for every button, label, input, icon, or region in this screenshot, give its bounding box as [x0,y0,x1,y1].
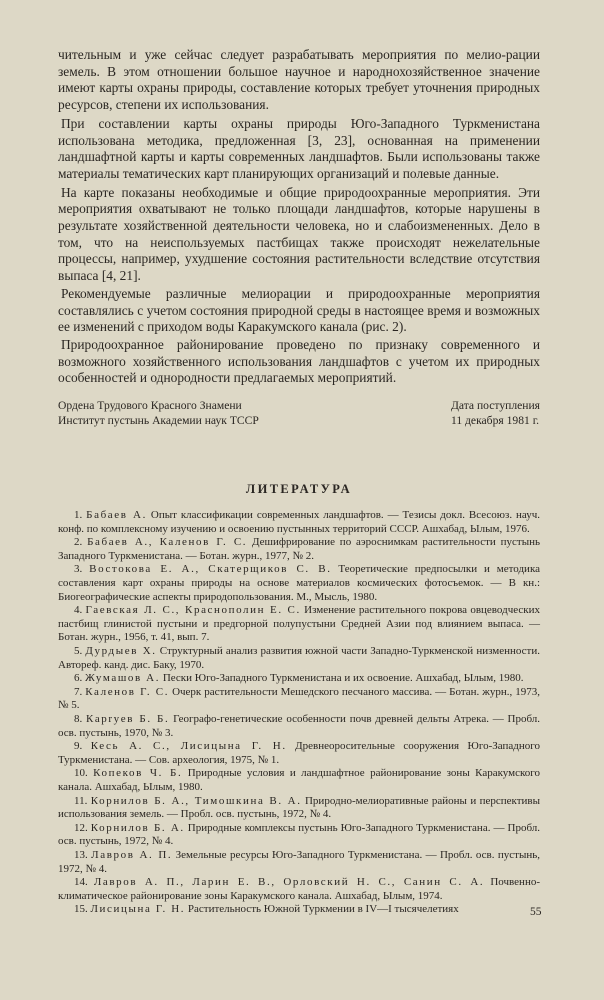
reference-number: 9. [74,740,83,753]
reference-number: 5. [74,645,83,657]
reference-text: Почвенно-климатическое районирование зоны Каракумского канала. Ашхабад, Ылым, 1974. [58,876,540,902]
reference-text: Структурный анализ развития южной части Западно-Туркменской низменности. Автореф. канд. дис. Баку, 1970. [58,645,540,671]
reference-authors: Дурдыев Х. [85,645,157,657]
reference-number: 6. [74,672,83,685]
paragraph-5: Природоохранное районирование проведено по признаку современного и возможного хозяйственного использования ландшафтов с учетом их природных особенностей и однородности предлагаемых мероприятий. [58,336,540,386]
text-column [58,47,540,917]
reference-item [58,876,540,903]
reference-authors: Каленов Г. С. [85,685,170,698]
paragraph-3: На карте показаны необходимые и общие природоохранные мероприятия. Эти мероприятия охватывают не только площади ландшафтов, которые нарушены в результате хозяйственной деятельности человека, но и слабоизмененных. Дело в том, что на неиспользуемых пастбищах также происходят нежелательные процессы, например, ухудшение состояния растительности вследствие отсутствия выпаса [4, 21]. [58,184,540,284]
affiliation-line-2: Институт пустынь Академии наук ТССР [58,413,259,427]
reference-text: Дешифрирование по аэроснимкам растительности пустынь Западного Туркменистана. — Ботан. журн., 1977, № 2. [58,536,540,562]
reference-text: Древнеоросительные сооружения Юго-Западного Туркменистана. — Сов. археология, 1975, № 1. [58,740,540,766]
reference-item [58,563,540,604]
reference-authors: Лавров А. П., Ларин Е. В., Орловский Н. С., Санин С. А. [93,876,485,889]
reference-item [58,849,540,876]
reference-authors: Лавров А. П. [91,848,173,861]
reference-text: Изменение растительного покрова овцеводческих пастбищ глинистой пустыни и предгорной полупустыни Средней Азии под влиянием выпаса. — Ботан. журн., 1956, т. 41, вып. 7. [58,604,541,644]
reference-number: 13. [74,848,88,861]
reference-number: 14. [74,876,88,889]
reference-number: 10. [74,767,88,780]
page-number: 55 [530,906,542,918]
paragraph-1: чительным и уже сейчас следует разрабатывать мероприятия по мелио-рации земель. В этом отношении большое научное и народнохозяйственное значение имеют карты охраны природы, составление которых требует уточнения природных ресурсов, степени их использования. [58,47,540,113]
reference-authors: Корнилов Б. А., Тимошкина В. А. [90,794,302,807]
reference-item [58,903,540,917]
paragraph-2: При составлении карты охраны природы Юго-Западного Туркменистана использована методика, предложенная [3, 23], основанная на применении ландшафтной карты и карты современных ландшафтов. Были использованы также материалы тематических карт планирующих организаций и полевые данные. [58,115,540,181]
reference-number: 11. [74,794,88,807]
affiliation-line-1: Ордена Трудового Красного Знамени [58,399,242,413]
reference-number: 3. [74,563,83,576]
reference-authors: Востокова Е. А., Скатерщиков С. В. [89,563,332,576]
reference-item [58,713,540,740]
reference-text: Очерк растительности Мешедского песчаного массива. — Ботан. журн., 1973, № 5. [58,685,540,712]
reference-item [58,795,540,822]
reference-item [58,536,540,563]
reference-text: Пески Юго-Западного Туркменистана и их освоение. Ашхабад, Ылым, 1980. [160,672,524,685]
reference-text: Опыт классификации современных ландшафтов. — Тезисы докл. Всесоюз. науч. конф. по комплексному изучению и освоению пустынных территорий СССР. Ашхабад, Ылым, 1976. [58,509,540,535]
reference-authors: Копеков Ч. Б. [93,767,183,780]
reference-item [58,686,540,713]
reference-item [58,604,540,645]
reference-text: Земельные ресурсы Юго-Западного Туркменистана. — Пробл. осв. пустынь, 1972, № 4. [58,848,540,875]
reference-authors: Корнилов Б. А. [90,821,185,834]
reference-item [58,740,540,767]
reference-authors: Бабаев А. [86,509,147,522]
affiliation [58,399,259,428]
received-date [446,399,540,428]
reference-authors: Карryев Б. Б. [86,712,170,725]
received-label: Дата поступления [450,399,540,413]
reference-authors: Кесь А. С., Лисицына Г. Н. [90,740,287,753]
reference-text: Растительность Южной Туркмении в IV—I тысячелетиях [185,903,459,916]
reference-item [58,767,540,794]
reference-number: 2. [74,536,83,549]
reference-text: Природные условия и ландшафтное районирование зоны Каракумского канала. Ашхабад, Ылым, 1980. [58,767,540,793]
reference-authors: Гаевская Л. С., Краснополин Е. С. [85,604,301,617]
reference-list [58,509,540,917]
reference-item [58,672,540,686]
reference-number: 15. [74,903,88,916]
reference-number: 4. [74,604,83,617]
reference-number: 1. [74,509,83,522]
reference-text: Теоретические предпосылки и методика составления карт охраны природы на основе материалов космических фотосъемок. — В кн.: Биогеографические аспекты природопользования. М., Мысль, 1980. [58,563,541,603]
reference-authors: Бабаев А., Каленов Г. С. [87,536,248,549]
references-heading: ЛИТЕРАТУРА [245,482,353,497]
reference-item [58,509,540,536]
paragraph-4: Рекомендуемые различные мелиорации и природоохранные мероприятия составлялись с учетом состояния природной среды в настоящее время и возможных ее изменений с приходом воды Каракумского канала (рис. 2). [58,285,540,335]
reference-text: Природные комплексы пустынь Юго-Западного Туркменистана. — Пробл. осв. пустынь, 1972, № 4. [58,821,541,848]
affiliation-block [58,399,540,433]
received-value: 11 декабря 1981 г. [450,413,540,427]
reference-number: 7. [74,685,83,698]
reference-item [58,645,540,672]
reference-text: Природно-мелиоративные районы и перспективы использования земель. — Пробл. осв. пустынь, 1972, № 4. [58,794,541,821]
reference-item [58,822,540,849]
reference-number: 12. [74,821,88,834]
reference-authors: Жумашов А. [85,672,161,685]
reference-number: 8. [74,712,83,725]
reference-text: Географо-генетические особенности почв древней дельты Атрека. — Пробл. осв. пустынь, 1970, № 3. [58,712,541,739]
reference-authors: Лисицына Г. Н. [90,903,186,916]
